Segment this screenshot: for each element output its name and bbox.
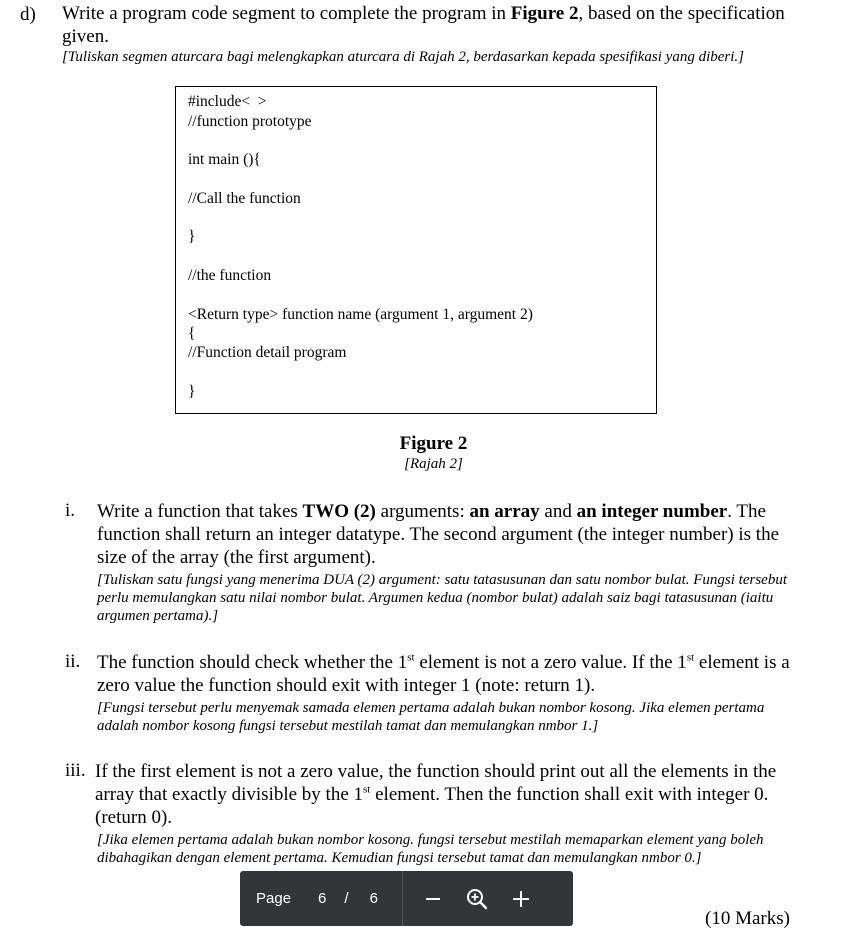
code-line: //Call the function <box>188 190 301 207</box>
page-label: Page <box>256 890 292 907</box>
item-translation: [Tuliskan satu fungsi yang menerima DUA (2) argument: satu tatasusunan dan satu nombor bulat. Fungsi tersebut perlu memulangkan satu nilai nombor bulat. Argumen kedua (nombor bulat) adalah saiz bagi tatasusunan (iaitu argumen pertama).] <box>97 572 787 624</box>
item-number: ii. <box>65 651 81 672</box>
figure-caption: Figure 2 <box>399 433 468 454</box>
zoom-in-button[interactable] <box>505 883 537 915</box>
code-line: { <box>188 325 196 342</box>
code-line: //the function <box>188 267 272 284</box>
question-text <box>62 2 822 48</box>
question-label: d) <box>20 4 36 25</box>
code-line: } <box>188 228 196 245</box>
item-superscript: st <box>363 783 371 796</box>
item-text: element is a zero value the function should exit with integer 1 (note: return 1). <box>97 652 790 696</box>
zoom-in-icon <box>511 889 531 909</box>
question-text-part: , based on the specification given. <box>62 3 785 47</box>
code-line: //Function detail program <box>188 344 347 361</box>
item-translation: [Fungsi tersebut perlu menyemak samada elemen pertama adalah bukan nombor kosong. Jika elemen pertama adalah nombor kosong fungsi tersebut mestilah tamat dan memulangkan nmbor 1.] <box>97 700 765 734</box>
figure-translation: [Rajah 2] <box>404 456 463 472</box>
item-text: The function should check whether the 1 <box>97 652 408 673</box>
toolbar-divider <box>402 871 403 926</box>
zoom-reset-icon <box>465 887 489 911</box>
marks-label: (10 Marks) <box>705 908 790 929</box>
code-figure-box <box>175 86 657 414</box>
code-line: //function prototype <box>188 113 312 130</box>
question-figure-ref: Figure 2 <box>510 3 579 24</box>
zoom-out-icon <box>424 890 442 908</box>
item-translation: [Jika elemen pertama adalah bukan nombor kosong. fungsi tersebut mestilah memaparkan element yang boleh dibahagikan dengan element pertama. Kemudian fungsi tersebut tamat dan memulangkan nmbor 0.] <box>97 832 764 866</box>
item-text: element is not a zero value. If the 1 <box>414 652 687 673</box>
item-ii <box>97 651 797 735</box>
code-line: int main (){ <box>188 151 261 168</box>
item-bold: TWO (2) <box>302 501 376 522</box>
item-superscript: st <box>407 651 415 664</box>
item-iii <box>95 760 797 867</box>
zoom-reset-button[interactable] <box>461 883 493 915</box>
question-text-part: Write a program code segment to complete the program in <box>62 3 511 24</box>
item-superscript: st <box>686 651 695 664</box>
page-separator: / <box>344 890 349 907</box>
item-number: iii. <box>65 760 86 781</box>
item-text: . The function shall return an integer datatype. The second argument (the integer number) is the size of the array (the first argument). <box>97 501 780 568</box>
code-line: #include< > <box>188 93 267 110</box>
item-bold: an array <box>469 501 540 522</box>
item-text: If the first element is not a zero value, the function should print out all the elements in the array that exactly divisible by the 1 <box>95 761 777 805</box>
item-body <box>95 760 797 829</box>
item-i <box>97 500 797 625</box>
zoom-out-button[interactable] <box>417 883 449 915</box>
code-line: <Return type> function name (argument 1, argument 2) <box>188 306 533 323</box>
item-text: Write a function that takes <box>97 501 303 522</box>
item-bold: an integer number <box>576 501 728 522</box>
item-text: and <box>539 501 577 522</box>
item-number: i. <box>65 500 76 521</box>
item-text: arguments: <box>375 501 470 522</box>
question-translation: [Tuliskan segmen aturcara bagi melengkapkan aturcara di Rajah 2, berdasarkan kepada spesifikasi yang diberi.] <box>62 49 745 65</box>
item-body <box>97 500 797 569</box>
page-total: 6 <box>369 890 378 907</box>
pdf-page-toolbar <box>240 871 573 926</box>
item-text: element. Then the function shall exit with integer 0. (return 0). <box>95 784 769 828</box>
item-body <box>97 651 797 697</box>
page-current-input[interactable]: 6 <box>318 890 327 907</box>
code-line: } <box>188 383 196 400</box>
